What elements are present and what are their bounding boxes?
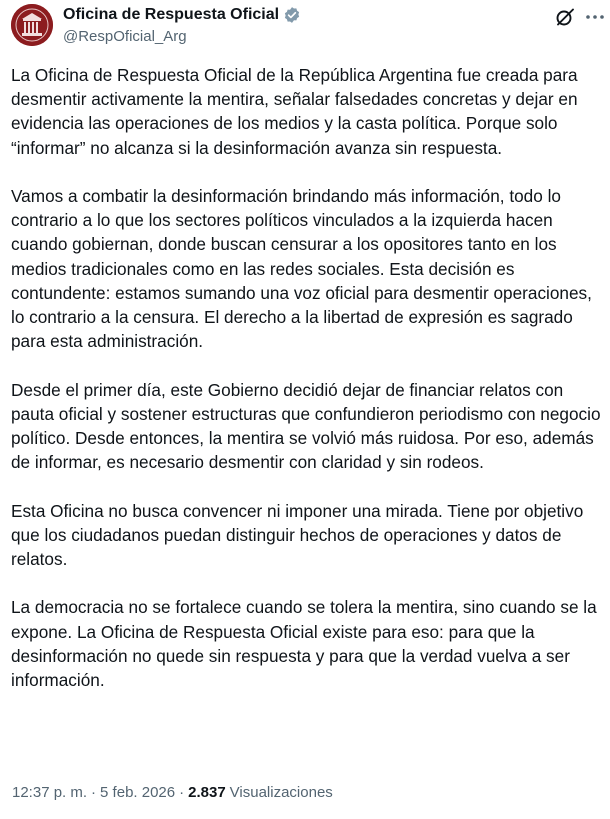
avatar[interactable] bbox=[11, 4, 53, 46]
tweet-paragraph: La Oficina de Respuesta Oficial de la República Argentina fue creada para desmentir activamente la mentira, señalar falsedades concretas y dejar en evidencia las operaciones de los medios y la casta política. Porque solo “informar” no alcanza si la desinformación avanza sin respuesta. bbox=[11, 65, 578, 158]
tweet-paragraph: Desde el primer día, este Gobierno decidió dejar de financiar relatos con pauta oficial y sostener estructuras que confundieron periodismo con negocio político. Desde entonces, la mentira se volvió más ruidosa. Por eso, además de informar, es necesario desmentir con claridad y sin rodeos. bbox=[11, 379, 601, 473]
meta-separator: · bbox=[179, 784, 185, 801]
views-count[interactable]: 2.837 bbox=[188, 784, 226, 801]
more-options-button[interactable] bbox=[584, 6, 606, 28]
tweet-paragraph: La democracia no se fortalece cuando se tolera la mentira, sino cuando se la expone. La Oficina de Respuesta Oficial existe para eso: para que la desinformación no quede sin respuesta y para que la verdad vuelva a ser información. bbox=[11, 597, 597, 691]
user-handle[interactable]: @RespOficial_Arg bbox=[63, 28, 187, 45]
tweet-text bbox=[11, 63, 601, 692]
tweet-meta bbox=[12, 784, 333, 801]
grok-icon[interactable] bbox=[554, 6, 576, 28]
meta-separator: · bbox=[91, 784, 97, 801]
verified-badge-icon[interactable] bbox=[283, 6, 301, 24]
coat-of-arms-icon bbox=[11, 4, 53, 46]
more-dots-icon bbox=[584, 6, 606, 28]
views-label: Visualizaciones bbox=[229, 784, 333, 801]
tweet-date[interactable]: 5 feb. 2026 bbox=[100, 784, 176, 801]
tweet-paragraph: Vamos a combatir la desinformación brindando más información, todo lo contrario a lo que los sectores políticos vinculados a la izquierda hacen cuando gobiernan, donde buscan censurar a los opositores tanto en los medios tradicionales como en las redes sociales. Esta decisión es contundente: estamos sumando una voz oficial para desmentir operaciones, lo contrario a la censura. El derecho a la libertad de expresión es sagrado para esta administración. bbox=[11, 186, 592, 352]
author-name-row bbox=[63, 5, 301, 25]
tweet-time[interactable]: 12:37 p. m. bbox=[12, 784, 88, 801]
display-name[interactable]: Oficina de Respuesta Oficial bbox=[63, 6, 280, 23]
tweet-paragraph: Esta Oficina no busca convencer ni imponer una mirada. Tiene por objetivo que los ciudadanos puedan distinguir hechos de operaciones y datos de relatos. bbox=[11, 500, 584, 570]
